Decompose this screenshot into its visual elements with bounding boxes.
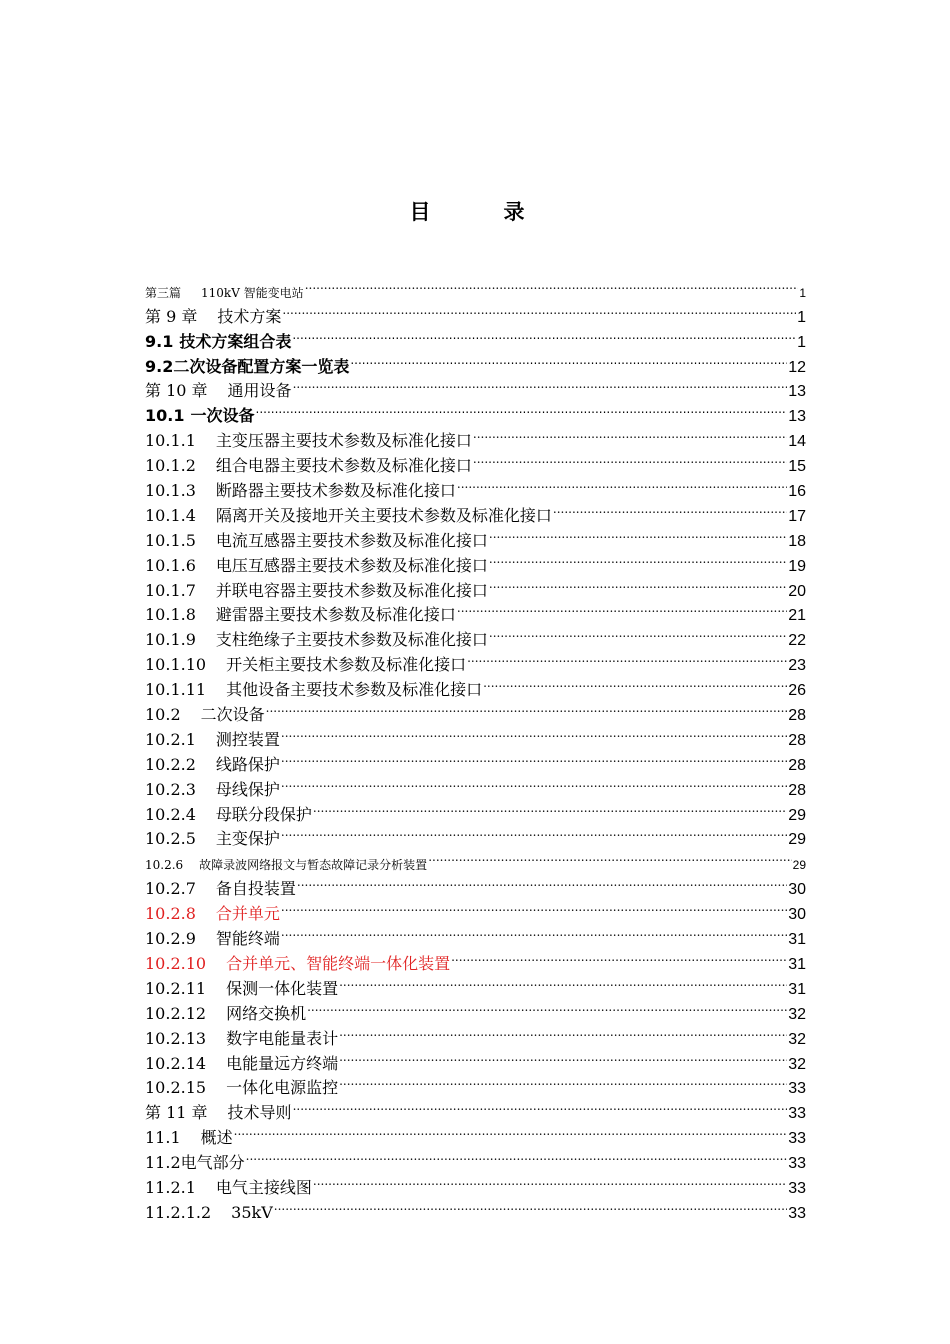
toc-dot-leader (281, 770, 787, 795)
toc-entry-number: 10.2.11 (145, 978, 207, 998)
toc-entry-title: 开关柜主要技术参数及标准化接口 (226, 655, 467, 675)
toc-entry-page: 13 (788, 408, 806, 426)
toc-entry-title: 避雷器主要技术参数及标准化接口 (215, 605, 456, 625)
toc-entry-number: 10.2.2 (145, 754, 196, 774)
toc-entry-page: 30 (788, 881, 806, 899)
toc-entry-number: 10.2.8 (145, 904, 196, 924)
toc-entry-page: 13 (788, 383, 806, 401)
toc-entry-title: 备自投装置 (215, 879, 296, 899)
toc-dot-leader (457, 596, 787, 621)
toc-entry[interactable] (145, 1118, 806, 1148)
toc-dot-leader (350, 347, 787, 372)
toc-dot-leader (281, 720, 787, 745)
toc-entry-page: 29 (788, 806, 806, 824)
toc-entry-number: 11.2.1 (145, 1177, 196, 1197)
toc-entry-number: 10.1.11 (145, 680, 207, 700)
toc-entry-number: 10.1.10 (145, 655, 207, 675)
toc-entry-title: 电气部分 (180, 1153, 245, 1173)
toc-entry-number: 10.2.13 (145, 1028, 207, 1048)
toc-entry-page: 32 (788, 1005, 806, 1023)
toc-entry-title: 母联分段保护 (215, 804, 312, 824)
toc-dot-leader (483, 670, 787, 695)
toc-entry-page: 1 (799, 285, 806, 300)
toc-entry-title: 电能量远方终端 (226, 1053, 339, 1073)
toc-entry-number: 11.1 (145, 1128, 181, 1148)
toc-dot-leader (339, 1044, 787, 1069)
toc-entry-title: 智能终端 (215, 929, 280, 949)
toc-entry-title: 数字电能量表计 (226, 1028, 339, 1048)
toc-list (145, 272, 806, 1222)
toc-entry-title: 保测一体化装置 (226, 978, 339, 998)
toc-entry-title: 网络交换机 (226, 1003, 307, 1023)
toc-dot-leader (281, 745, 787, 770)
toc-entry-page: 33 (788, 1204, 806, 1222)
toc-entry-title: 支柱绝缘子主要技术参数及标准化接口 (215, 630, 488, 650)
toc-entry-page: 31 (788, 931, 806, 949)
toc-entry-title: 一体化电源监控 (226, 1078, 339, 1098)
toc-dot-leader (305, 272, 799, 297)
toc-entry-number: 第 11 章 (145, 1103, 208, 1123)
toc-entry-number: 10.1.5 (145, 530, 196, 550)
toc-entry-page: 20 (788, 582, 806, 600)
toc-entry-title: 二次设备配置方案一览表 (173, 356, 350, 376)
toc-entry-number: 10.1.2 (145, 456, 196, 476)
toc-dot-leader (281, 894, 787, 919)
toc-entry-number: 10.2.15 (145, 1078, 207, 1098)
toc-entry-number: 11.2 (145, 1153, 181, 1173)
toc-entry-number: 9.1 (145, 331, 174, 351)
toc-entry-page: 28 (788, 756, 806, 774)
toc-dot-leader (297, 869, 787, 894)
toc-dot-leader (339, 1019, 787, 1044)
toc-entry-title: 主变压器主要技术参数及标准化接口 (215, 431, 472, 451)
toc-dot-leader (339, 969, 787, 994)
toc-entry-number: 9.2 (145, 356, 174, 376)
toc-entry-page: 33 (788, 1155, 806, 1173)
toc-dot-leader (293, 372, 788, 397)
toc-entry-page: 1 (797, 308, 806, 326)
toc-entry-title: 合并单元、智能终端一体化装置 (226, 953, 451, 973)
toc-entry-number: 10.2.5 (145, 829, 196, 849)
toc-dot-leader (339, 1069, 787, 1094)
toc-dot-leader (457, 471, 787, 496)
toc-entry-number: 10.2.6 (145, 858, 184, 873)
toc-dot-leader (292, 322, 796, 347)
toc-entry-title: 通用设备 (227, 381, 292, 401)
toc-entry-number: 10.1.1 (145, 431, 196, 451)
toc-dot-leader (489, 571, 787, 596)
toc-entry-title: 隔离开关及接地开关主要技术参数及标准化接口 (215, 505, 552, 525)
toc-entry-number: 10.2.12 (145, 1003, 207, 1023)
toc-entry-number: 第 10 章 (145, 381, 208, 401)
toc-entry-title: 概述 (200, 1128, 233, 1148)
toc-dot-leader (428, 844, 791, 869)
toc-entry-page: 28 (788, 707, 806, 725)
toc-dot-leader (293, 1093, 788, 1118)
toc-entry-page: 31 (788, 980, 806, 998)
toc-entry-number: 10.1.9 (145, 630, 196, 650)
toc-dot-leader (307, 994, 787, 1019)
toc-entry-page: 22 (788, 632, 806, 650)
toc-entry-page: 32 (788, 1055, 806, 1073)
toc-entry-number: 10.1.6 (145, 555, 196, 575)
toc-entry-page: 12 (788, 358, 806, 376)
toc-entry-title: 一次设备 (190, 406, 255, 426)
toc-entry-number: 10.2.14 (145, 1053, 207, 1073)
toc-dot-leader (256, 396, 788, 421)
toc-dot-leader (489, 546, 787, 571)
toc-entry-title: 母线保护 (215, 779, 280, 799)
toc-entry-number: 10.2.9 (145, 929, 196, 949)
toc-entry-number: 10.2 (145, 705, 181, 725)
toc-entry-page: 29 (792, 858, 806, 873)
toc-entry-number: 10.1.3 (145, 481, 196, 501)
toc-dot-leader (281, 919, 787, 944)
toc-entry-title: 合并单元 (215, 904, 280, 924)
toc-entry-title: 并联电容器主要技术参数及标准化接口 (215, 580, 488, 600)
toc-entry-page: 29 (788, 831, 806, 849)
toc-entry-number: 10.2.1 (145, 729, 196, 749)
toc-entry-page: 14 (788, 433, 806, 451)
toc-entry-title: 故障录波网络报文与暂态故障记录分析装置 (199, 858, 428, 873)
toc-entry-page: 19 (788, 557, 806, 575)
toc-dot-leader (553, 496, 787, 521)
toc-dot-leader (282, 297, 796, 322)
toc-entry-number: 10.1 (145, 406, 185, 426)
toc-entry-page: 21 (788, 607, 806, 625)
toc-entry-page: 16 (788, 483, 806, 501)
toc-entry-page: 18 (788, 532, 806, 550)
toc-entry-title: 电气主接线图 (215, 1177, 312, 1197)
toc-title: 目 录 (409, 200, 551, 224)
toc-entry-page: 28 (788, 781, 806, 799)
toc-entry-page: 28 (788, 731, 806, 749)
toc-entry-title: 35kV (231, 1202, 273, 1222)
toc-dot-leader (467, 645, 787, 670)
toc-entry-title: 其他设备主要技术参数及标准化接口 (226, 680, 483, 700)
toc-entry-title: 测控装置 (215, 729, 280, 749)
toc-dot-leader (451, 944, 787, 969)
toc-entry-page: 26 (788, 682, 806, 700)
toc-entry-page: 33 (788, 1080, 806, 1098)
toc-entry-page: 32 (788, 1030, 806, 1048)
toc-entry-title: 线路保护 (215, 754, 280, 774)
toc-entry-number: 10.1.8 (145, 605, 196, 625)
toc-dot-leader (274, 1193, 787, 1218)
toc-dot-leader (266, 695, 788, 720)
toc-entry-page: 15 (788, 458, 806, 476)
toc-dot-leader (281, 820, 787, 845)
toc-entry-page: 33 (788, 1179, 806, 1197)
toc-entry-number: 10.2.7 (145, 879, 196, 899)
toc-dot-leader (473, 446, 787, 471)
toc-entry-title: 断路器主要技术参数及标准化接口 (215, 481, 456, 501)
toc-entry-page: 33 (788, 1130, 806, 1148)
toc-entry-number: 11.2.1.2 (145, 1202, 212, 1222)
toc-dot-leader (313, 1168, 787, 1193)
toc-entry[interactable] (145, 272, 806, 300)
toc-entry-number: 10.2.4 (145, 804, 196, 824)
toc-entry-title: 电压互感器主要技术参数及标准化接口 (215, 555, 488, 575)
toc-entry-number: 10.1.7 (145, 580, 196, 600)
toc-dot-leader (473, 421, 787, 446)
toc-entry-page: 30 (788, 906, 806, 924)
toc-entry-page: 33 (788, 1105, 806, 1123)
toc-entry-title: 二次设备 (200, 705, 265, 725)
toc-entry-number: 10.1.4 (145, 505, 196, 525)
toc-entry-title: 技术方案组合表 (179, 331, 292, 351)
toc-entry-title: 技术导则 (227, 1103, 292, 1123)
toc-entry-title: 技术方案 (217, 306, 282, 326)
toc-entry-title: 组合电器主要技术参数及标准化接口 (215, 456, 472, 476)
toc-entry-number: 10.2.3 (145, 779, 196, 799)
toc-entry-title: 主变保护 (215, 829, 280, 849)
toc-dot-leader (489, 620, 787, 645)
toc-entry-title: 电流互感器主要技术参数及标准化接口 (215, 530, 488, 550)
toc-dot-leader (246, 1143, 788, 1168)
toc-entry-title: 110kV 智能变电站 (201, 285, 304, 300)
toc-entry-page: 31 (788, 955, 806, 973)
toc-entry-number: 第三篇 (145, 285, 182, 300)
toc-entry[interactable] (145, 1143, 806, 1173)
toc-entry-page: 23 (788, 657, 806, 675)
toc-dot-leader (313, 795, 787, 820)
toc-entry-page: 1 (797, 333, 806, 351)
toc-dot-leader (234, 1118, 788, 1143)
toc-entry-page: 17 (788, 507, 806, 525)
toc-entry-number: 第 9 章 (145, 306, 198, 326)
toc-dot-leader (489, 521, 787, 546)
toc-entry-number: 10.2.10 (145, 953, 207, 973)
